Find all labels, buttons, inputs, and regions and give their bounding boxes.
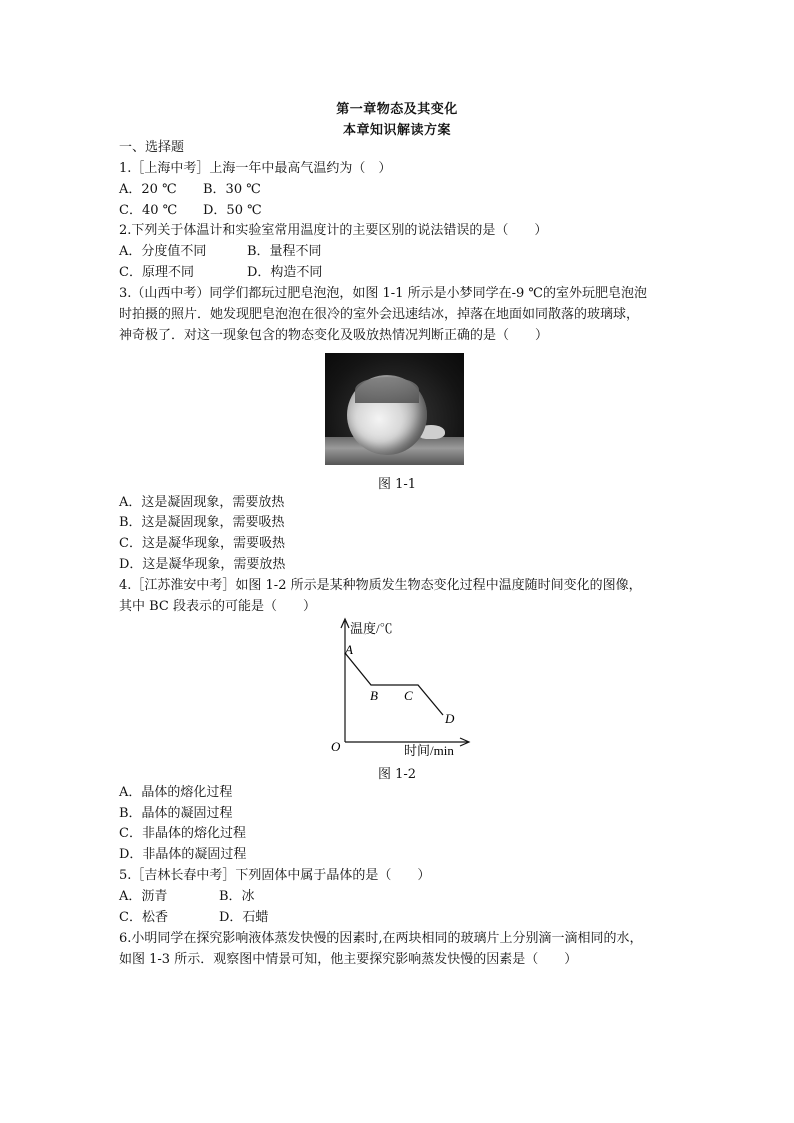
- option-a: A．沥青: [119, 889, 168, 904]
- question-3-option-b: B．这是凝固现象，需要吸热: [119, 515, 285, 530]
- question-4-option-b: B．晶体的凝固过程: [119, 806, 233, 821]
- option-d: D．50 ℃: [203, 203, 262, 218]
- question-3-option-a: A．这是凝固现象，需要放热: [119, 495, 285, 510]
- option-d: D．石蜡: [219, 910, 269, 925]
- question-3-stem-line-3: 神奇极了．对这一现象包含的物态变化及吸放热情况判断正确的是（ ）: [119, 328, 549, 343]
- option-c: C．原理不同: [119, 265, 194, 280]
- section-heading: 一、选择题: [119, 140, 185, 155]
- question-5-options-row-2: [119, 909, 269, 927]
- question-3-stem-line-2: 时拍摄的照片．她发现肥皂泡泡在很冷的室外会迅速结冰，掉落在地面如同散落的玻璃球，: [119, 307, 640, 322]
- option-c: C．松香: [119, 910, 168, 925]
- option-a: A．分度值不同: [119, 244, 207, 259]
- question-4-option-c: C．非晶体的熔化过程: [119, 826, 246, 841]
- temperature-curve: [345, 653, 443, 715]
- question-1-stem: 1.［上海中考］上海一年中最高气温约为（ ）: [119, 161, 392, 176]
- origin-label: O: [331, 739, 341, 754]
- option-b: B．30 ℃: [203, 182, 261, 197]
- question-6-stem-line-2: 如图 1-3 所示．观察图中情景可知，他主要探究影响蒸发快慢的因素是（ ）: [119, 952, 578, 967]
- question-5-options-row-1: [119, 888, 255, 906]
- y-axis-label: 温度/℃: [350, 621, 393, 636]
- question-4-option-d: D．非晶体的凝固过程: [119, 847, 247, 862]
- question-1-options-row-1: [119, 181, 261, 199]
- point-b-label: B: [370, 688, 378, 703]
- question-4-stem-line-1: 4.［江苏淮安中考］如图 1-2 所示是某种物质发生物态变化过程中温度随时间变化的图像，: [119, 578, 642, 593]
- question-4-option-a: A．晶体的熔化过程: [119, 785, 233, 800]
- question-3-option-d: D．这是凝华现象，需要放热: [119, 557, 286, 572]
- chapter-subtitle: 本章知识解读方案: [342, 123, 451, 138]
- frozen-bubble-photo: [325, 353, 464, 465]
- point-c-label: C: [404, 688, 413, 703]
- point-a-label: A: [345, 642, 353, 657]
- question-6-stem-line-1: 6.小明同学在探究影响液体蒸发快慢的因素时,在两块相同的玻璃片上分别滴一滴相同的水，: [119, 931, 643, 946]
- figure-1-2-caption: 图 1-2: [377, 767, 417, 782]
- point-d-label: D: [445, 711, 455, 726]
- x-axis-label: 时间/min: [404, 743, 454, 758]
- option-b: B．量程不同: [247, 244, 322, 259]
- chapter-title: 第一章物态及其变化: [336, 102, 458, 117]
- question-2-options-row-1: [119, 243, 322, 261]
- question-1-options-row-2: [119, 202, 262, 220]
- option-d: D．构造不同: [247, 265, 323, 280]
- option-a: A．20 ℃: [119, 182, 177, 197]
- question-2-stem: 2.下列关于体温计和实验室常用温度计的主要区别的说法错误的是（ ）: [119, 223, 548, 238]
- option-b: B．冰: [219, 889, 255, 904]
- question-2-options-row-2: [119, 264, 323, 282]
- question-3-stem-line-1: 3.（山西中考）同学们都玩过肥皂泡泡，如图 1-1 所示是小梦同学在-9 ℃的室外玩肥皂泡泡: [119, 286, 647, 301]
- question-5-stem: 5.［吉林长春中考］下列固体中属于晶体的是（ ）: [119, 868, 431, 883]
- option-c: C．40 ℃: [119, 203, 178, 218]
- question-4-stem-line-2: 其中 BC 段表示的可能是（ ）: [119, 599, 317, 614]
- question-3-option-c: C．这是凝华现象，需要吸热: [119, 536, 285, 551]
- figure-1-1-caption: 图 1-1: [377, 477, 417, 492]
- temperature-time-graph: [326, 617, 506, 759]
